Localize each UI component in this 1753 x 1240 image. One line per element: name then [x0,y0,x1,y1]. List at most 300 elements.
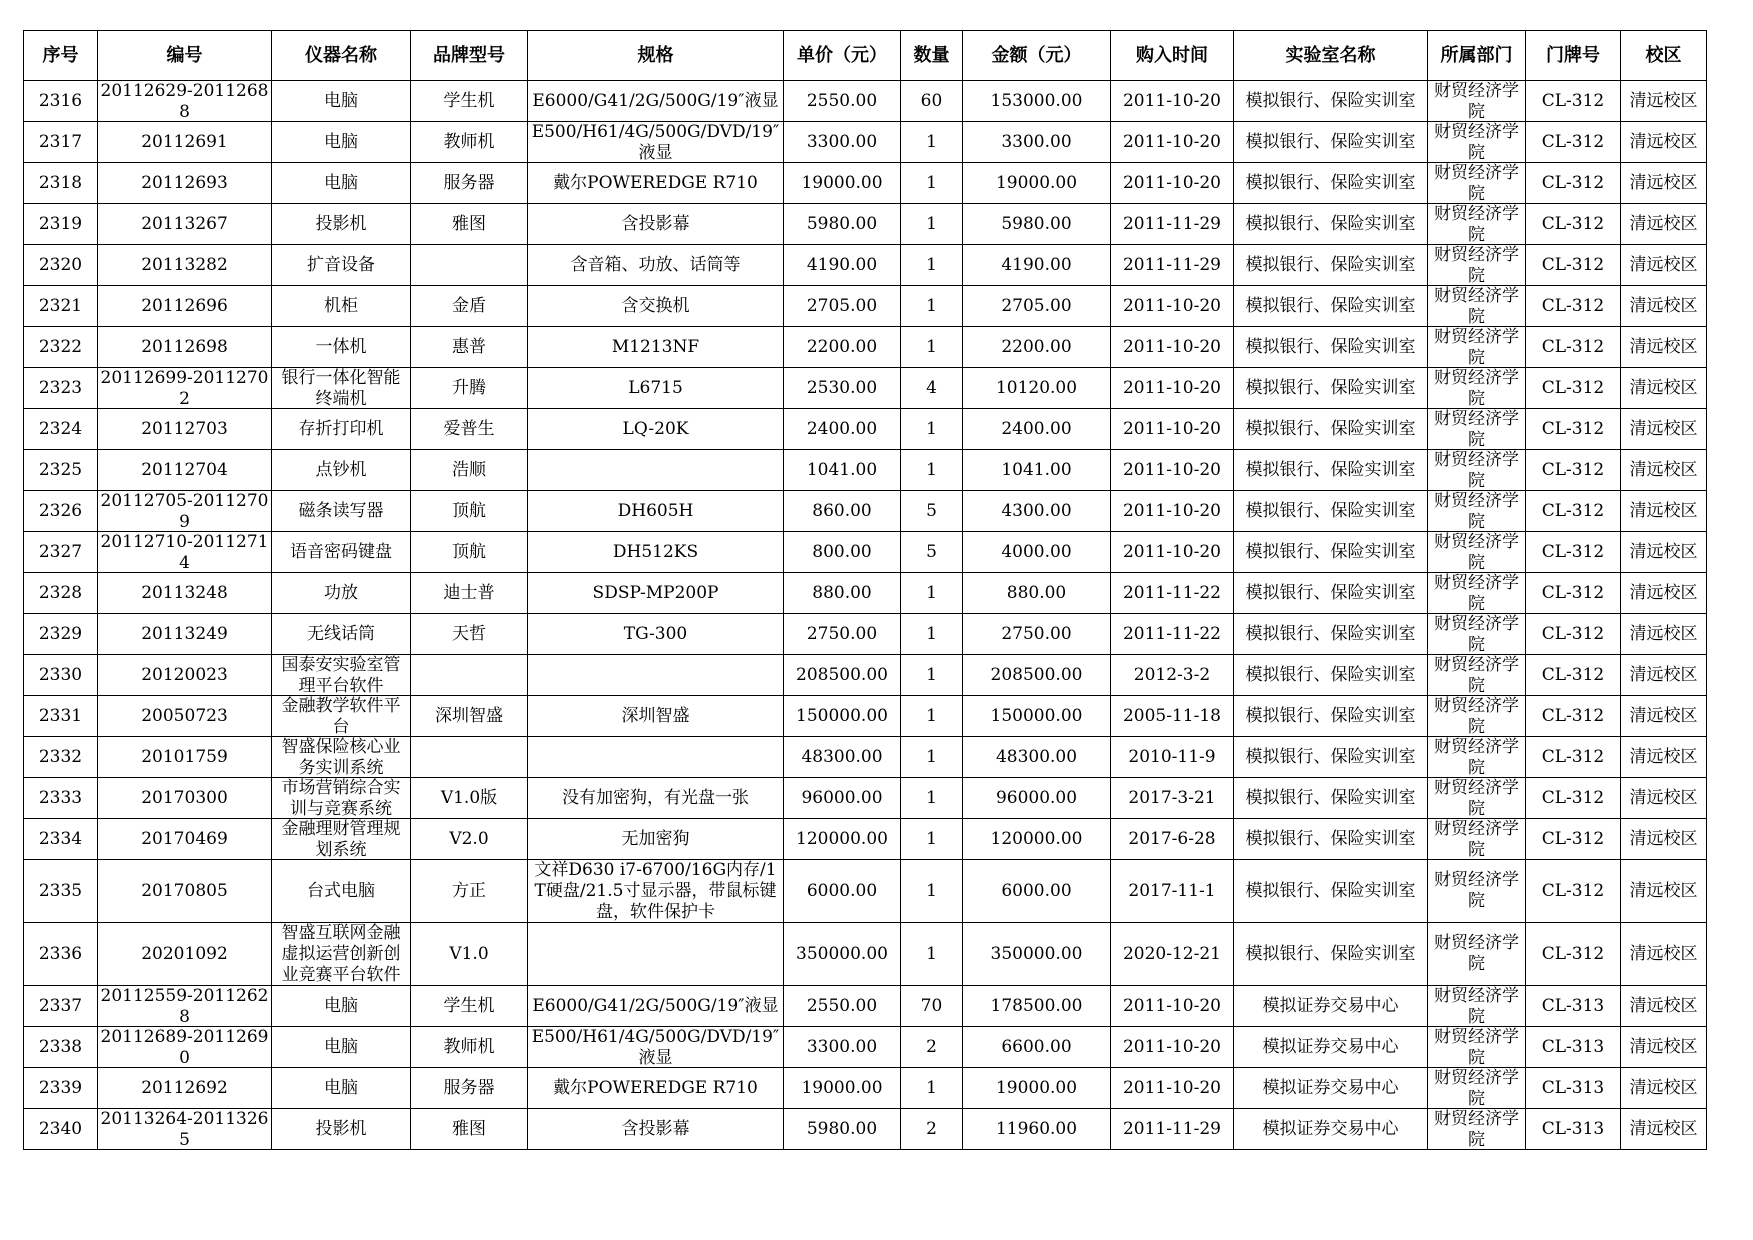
cell-text: 19000.00 [801,1077,883,1098]
cell-text: 模拟证券交易中心 [1262,1077,1399,1098]
table-cell [1234,81,1428,122]
table-cell [1621,286,1707,327]
table-cell [1234,923,1428,986]
table-cell [784,819,901,860]
table-cell [528,860,784,923]
cell-text: 178500.00 [990,995,1083,1016]
table-row [24,1109,1707,1150]
table-cell [901,778,963,819]
table-cell [784,573,901,614]
table-cell [963,1068,1111,1109]
cell-text: E6000/G41/2G/500G/19″液显 [532,90,779,111]
table-cell [1621,409,1707,450]
table-cell [24,163,98,204]
table-cell [1621,491,1707,532]
table-cell [1234,286,1428,327]
table-cell [1428,450,1526,491]
cell-text: 1 [926,213,937,234]
table-cell [24,573,98,614]
table-cell [98,986,272,1027]
table-cell [528,737,784,778]
cell-text: 点钞机 [315,459,367,480]
table-cell [24,1109,98,1150]
table-cell [963,450,1111,491]
cell-text: 2339 [38,1077,83,1098]
table-cell [963,778,1111,819]
cell-text: 20112710-20112714 [100,532,269,572]
table-cell [272,819,411,860]
table-cell [24,1027,98,1068]
table-cell [1234,450,1428,491]
cell-text: 清远校区 [1629,213,1698,234]
cell-text: CL-312 [1541,623,1605,644]
cell-text: 财贸经济学院 [1434,986,1519,1026]
cell-text: CL-312 [1541,131,1605,152]
table-cell [1111,923,1234,986]
cell-text: 2011-10-20 [1122,131,1221,152]
table-cell [24,986,98,1027]
table-cell [1428,696,1526,737]
cell-text: 20113264-20113265 [100,1109,269,1149]
table-cell [1526,573,1621,614]
table-cell [784,532,901,573]
table-cell [1111,614,1234,655]
table-cell [272,204,411,245]
table-cell [98,655,272,696]
table-cell [1621,778,1707,819]
table-cell [1111,573,1234,614]
table-cell [1111,327,1234,368]
cell-text: 20112699-20112702 [100,368,269,408]
cell-text: 1 [926,418,937,439]
inventory-table [23,30,1707,1150]
cell-text: 60 [920,90,943,111]
cell-text: 清远校区 [1629,746,1698,767]
cell-text: 2011-10-20 [1122,90,1221,111]
cell-text: 升腾 [452,377,486,398]
table-cell [24,778,98,819]
cell-text: 2011-11-29 [1122,1118,1221,1139]
table-cell [901,696,963,737]
table-cell [963,1109,1111,1150]
cell-text: 5980.00 [1001,213,1072,234]
cell-text: 1 [926,664,937,685]
table-row [24,163,1707,204]
table-cell [1428,1027,1526,1068]
cell-text: 浩顺 [452,459,486,480]
table-row [24,860,1707,923]
cell-text: 20201092 [141,943,228,964]
table-cell [1234,573,1428,614]
table-cell [963,81,1111,122]
cell-text: 2334 [38,828,83,849]
cell-text: 模拟银行、保险实训室 [1245,172,1416,193]
cell-text: CL-312 [1541,295,1605,316]
cell-text: 10120.00 [995,377,1078,398]
cell-text: 清远校区 [1629,541,1698,562]
table-cell [901,819,963,860]
cell-text: 清远校区 [1629,705,1698,726]
table-cell [98,1109,272,1150]
cell-text: 模拟银行、保险实训室 [1245,746,1416,767]
table-cell [1428,819,1526,860]
table-cell [272,778,411,819]
cell-text: 20113248 [141,582,228,603]
cell-text: 1 [926,336,937,357]
cell-text: 1 [926,746,937,767]
table-cell [272,573,411,614]
table-row [24,327,1707,368]
table-cell [98,573,272,614]
cell-text: 顶航 [452,500,486,521]
cell-text: 学生机 [443,995,495,1016]
table-cell [784,327,901,368]
cell-text: SDSP-MP200P [592,582,719,603]
table-cell [1111,1027,1234,1068]
table-cell [411,450,528,491]
cell-text: 1041.00 [806,459,878,480]
cell-text: 模拟证券交易中心 [1262,1036,1399,1057]
cell-text: 1 [926,1077,937,1098]
cell-text: 财贸经济学院 [1434,532,1519,572]
table-row [24,778,1707,819]
table-cell [963,696,1111,737]
cell-text: 1 [926,254,937,275]
cell-text: CL-312 [1541,943,1605,964]
table-cell [963,532,1111,573]
table-cell [411,696,528,737]
cell-text: 财贸经济学院 [1434,933,1519,974]
table-cell [1111,986,1234,1027]
table-cell [1234,655,1428,696]
cell-text: 迪士普 [443,582,495,603]
table-cell [24,368,98,409]
cell-text: 20101759 [141,746,228,767]
cell-text: 财贸经济学院 [1434,204,1519,244]
table-cell [411,491,528,532]
table-row [24,409,1707,450]
cell-text: 70 [920,995,943,1016]
cell-text: 财贸经济学院 [1434,409,1519,449]
cell-text: 2 [926,1036,937,1057]
cell-text: 财贸经济学院 [1434,81,1519,121]
cell-text: 电脑 [324,172,358,193]
table-cell [1234,778,1428,819]
cell-text: 电脑 [324,1077,358,1098]
table-cell [963,327,1111,368]
cell-text: 清远校区 [1629,172,1698,193]
cell-text: 208500.00 [796,664,888,685]
table-cell [1428,573,1526,614]
cell-text: 350000.00 [796,943,888,964]
cell-text: 2317 [38,131,83,152]
cell-text: 2017-3-21 [1128,787,1216,808]
table-row [24,614,1707,655]
table-cell [24,737,98,778]
cell-text: 清远校区 [1629,880,1698,901]
table-cell [528,327,784,368]
inventory-sheet [23,30,1707,1150]
cell-text: 模拟银行、保险实训室 [1245,828,1416,849]
table-cell [901,409,963,450]
table-cell [901,737,963,778]
cell-text: 2340 [38,1118,83,1139]
cell-text: 20112692 [141,1077,228,1098]
table-cell [1526,450,1621,491]
cell-text: 20112704 [141,459,228,480]
table-cell [1234,532,1428,573]
cell-text: 20170469 [141,828,228,849]
table-cell [1621,614,1707,655]
table-cell [98,286,272,327]
cell-text: 2550.00 [806,90,878,111]
table-cell [1428,163,1526,204]
table-cell [1428,737,1526,778]
cell-text: 存折打印机 [298,418,384,439]
table-cell [98,491,272,532]
cell-text: 2318 [38,172,83,193]
table-cell [1111,245,1234,286]
cell-text: 财贸经济学院 [1434,819,1519,859]
cell-text: 清远校区 [1629,295,1698,316]
table-cell [1526,1109,1621,1150]
table-cell [272,737,411,778]
column-header: 单价（元） [784,31,901,81]
cell-text: 2017-11-1 [1128,880,1216,901]
cell-text: 金融理财管理规划系统 [281,819,401,859]
table-row [24,245,1707,286]
column-header: 规格 [528,31,784,81]
table-cell [901,1109,963,1150]
table-cell [1428,778,1526,819]
cell-text: 财贸经济学院 [1434,655,1519,695]
cell-text: 2326 [38,500,83,521]
cell-text: 模拟银行、保险实训室 [1245,336,1416,357]
cell-text: 模拟银行、保险实训室 [1245,582,1416,603]
cell-text: 财贸经济学院 [1434,491,1519,531]
table-cell [528,1027,784,1068]
table-cell [528,163,784,204]
cell-text: 2331 [38,705,83,726]
column-header: 门牌号 [1526,31,1621,81]
table-cell [901,245,963,286]
table-cell [784,923,901,986]
table-cell [784,491,901,532]
table-cell [1621,163,1707,204]
cell-text: CL-312 [1541,828,1605,849]
cell-text: CL-312 [1541,664,1605,685]
table-cell [98,122,272,163]
table-cell [272,532,411,573]
cell-text: 模拟证券交易中心 [1262,995,1399,1016]
cell-text: 清远校区 [1629,664,1698,685]
table-cell [411,122,528,163]
cell-text: 2011-10-20 [1122,1036,1221,1057]
table-cell [272,327,411,368]
table-cell [1234,245,1428,286]
cell-text: 金融教学软件平台 [281,696,401,736]
table-cell [411,286,528,327]
cell-text: 800.00 [812,541,872,562]
table-cell [98,923,272,986]
table-cell [1621,245,1707,286]
cell-text: 深圳智盛 [435,705,503,726]
table-cell [272,1027,411,1068]
table-cell [411,327,528,368]
cell-text: 5980.00 [806,213,878,234]
cell-text: 财贸经济学院 [1434,1027,1519,1067]
cell-text: 880.00 [812,582,872,603]
cell-text: 1 [926,295,937,316]
cell-text: 20112689-20112690 [100,1027,269,1067]
table-cell [98,1068,272,1109]
table-cell [963,163,1111,204]
cell-text: 顶航 [452,541,486,562]
cell-text: 2750.00 [1001,623,1072,644]
cell-text: 清远校区 [1629,90,1698,111]
table-cell [901,327,963,368]
table-cell [528,409,784,450]
cell-text: CL-312 [1541,541,1605,562]
cell-text: 2200.00 [806,336,878,357]
table-cell [24,860,98,923]
cell-text: 2316 [38,90,83,111]
cell-text: 教师机 [443,131,495,152]
cell-text: 20120023 [141,664,228,685]
cell-text: 天哲 [452,623,486,644]
table-cell [1621,532,1707,573]
table-cell [963,409,1111,450]
cell-text: 4190.00 [1001,254,1072,275]
table-cell [901,1027,963,1068]
table-cell [411,1068,528,1109]
cell-text: 20113249 [141,623,228,644]
cell-text: V2.0 [449,828,489,849]
cell-text: 投影机 [315,213,367,234]
table-cell [1111,450,1234,491]
table-cell [272,409,411,450]
cell-text: 2011-10-20 [1122,418,1221,439]
table-cell [1111,81,1234,122]
table-cell [1111,1068,1234,1109]
cell-text: 2011-10-20 [1122,995,1221,1016]
cell-text: 2335 [38,880,83,901]
cell-text: 教师机 [443,1036,495,1057]
table-cell [1621,204,1707,245]
cell-text: 20112693 [141,172,228,193]
table-cell [1526,614,1621,655]
table-cell [1526,1068,1621,1109]
table-row [24,450,1707,491]
cell-text: 2705.00 [1001,295,1072,316]
table-cell [1111,286,1234,327]
table-cell [784,737,901,778]
table-cell [1111,778,1234,819]
cell-text: 电脑 [324,90,358,111]
cell-text: 一体机 [315,336,367,357]
cell-text: 财贸经济学院 [1434,245,1519,285]
cell-text: 模拟银行、保险实训室 [1245,459,1416,480]
cell-text: 2011-10-20 [1122,1077,1221,1098]
cell-text: 清远校区 [1629,623,1698,644]
table-cell [1526,860,1621,923]
table-cell [528,245,784,286]
table-cell [1621,1068,1707,1109]
cell-text: 模拟银行、保险实训室 [1245,131,1416,152]
table-cell [24,696,98,737]
cell-text: 4190.00 [806,254,878,275]
cell-text: 语音密码键盘 [290,541,392,562]
table-cell [1234,409,1428,450]
table-cell [1526,163,1621,204]
table-cell [1234,986,1428,1027]
cell-text: 2011-10-20 [1122,295,1221,316]
table-cell [963,655,1111,696]
table-cell [901,204,963,245]
column-header: 仪器名称 [272,31,411,81]
table-cell [272,986,411,1027]
cell-text: 2011-10-20 [1122,500,1221,521]
table-cell [411,81,528,122]
table-cell [1621,81,1707,122]
cell-text: 文祥D630 i7-6700/16G内存/1T硬盘/21.5寸显示器，带鼠标键盘，软件保护卡 [534,860,777,922]
table-cell [24,491,98,532]
table-cell [784,204,901,245]
cell-text: 3300.00 [806,131,878,152]
column-header: 所属部门 [1428,31,1526,81]
cell-text: 模拟银行、保险实训室 [1245,623,1416,644]
cell-text: 清远校区 [1629,1036,1698,1057]
cell-text: 模拟银行、保险实训室 [1245,213,1416,234]
cell-text: 无线话筒 [307,623,375,644]
cell-text: 方正 [452,880,486,901]
table-cell [901,860,963,923]
table-cell [411,778,528,819]
table-cell [1621,696,1707,737]
cell-text: 2010-11-9 [1128,746,1216,767]
table-cell [98,245,272,286]
table-cell [1621,1109,1707,1150]
cell-text: 清远校区 [1629,459,1698,480]
table-cell [272,368,411,409]
cell-text: 台式电脑 [307,880,375,901]
cell-text: 153000.00 [990,90,1083,111]
table-cell [1234,368,1428,409]
cell-text: 银行一体化智能终端机 [281,368,401,408]
cell-text: 财贸经济学院 [1434,122,1519,162]
cell-text: 模拟银行、保险实训室 [1245,500,1416,521]
table-cell [24,923,98,986]
table-cell [784,778,901,819]
cell-text: 清远校区 [1629,1077,1698,1098]
table-cell [411,204,528,245]
table-cell [1428,122,1526,163]
cell-text: 惠普 [452,336,486,357]
cell-text: CL-312 [1541,336,1605,357]
cell-text: 财贸经济学院 [1434,163,1519,203]
table-cell [963,204,1111,245]
cell-text: DH512KS [612,541,699,562]
table-cell [98,409,272,450]
table-cell [528,1109,784,1150]
cell-text: 96000.00 [801,787,883,808]
table-cell [411,860,528,923]
table-cell [901,450,963,491]
cell-text: 含交换机 [621,295,690,316]
table-cell [901,1068,963,1109]
table-cell [24,122,98,163]
table-cell [963,286,1111,327]
